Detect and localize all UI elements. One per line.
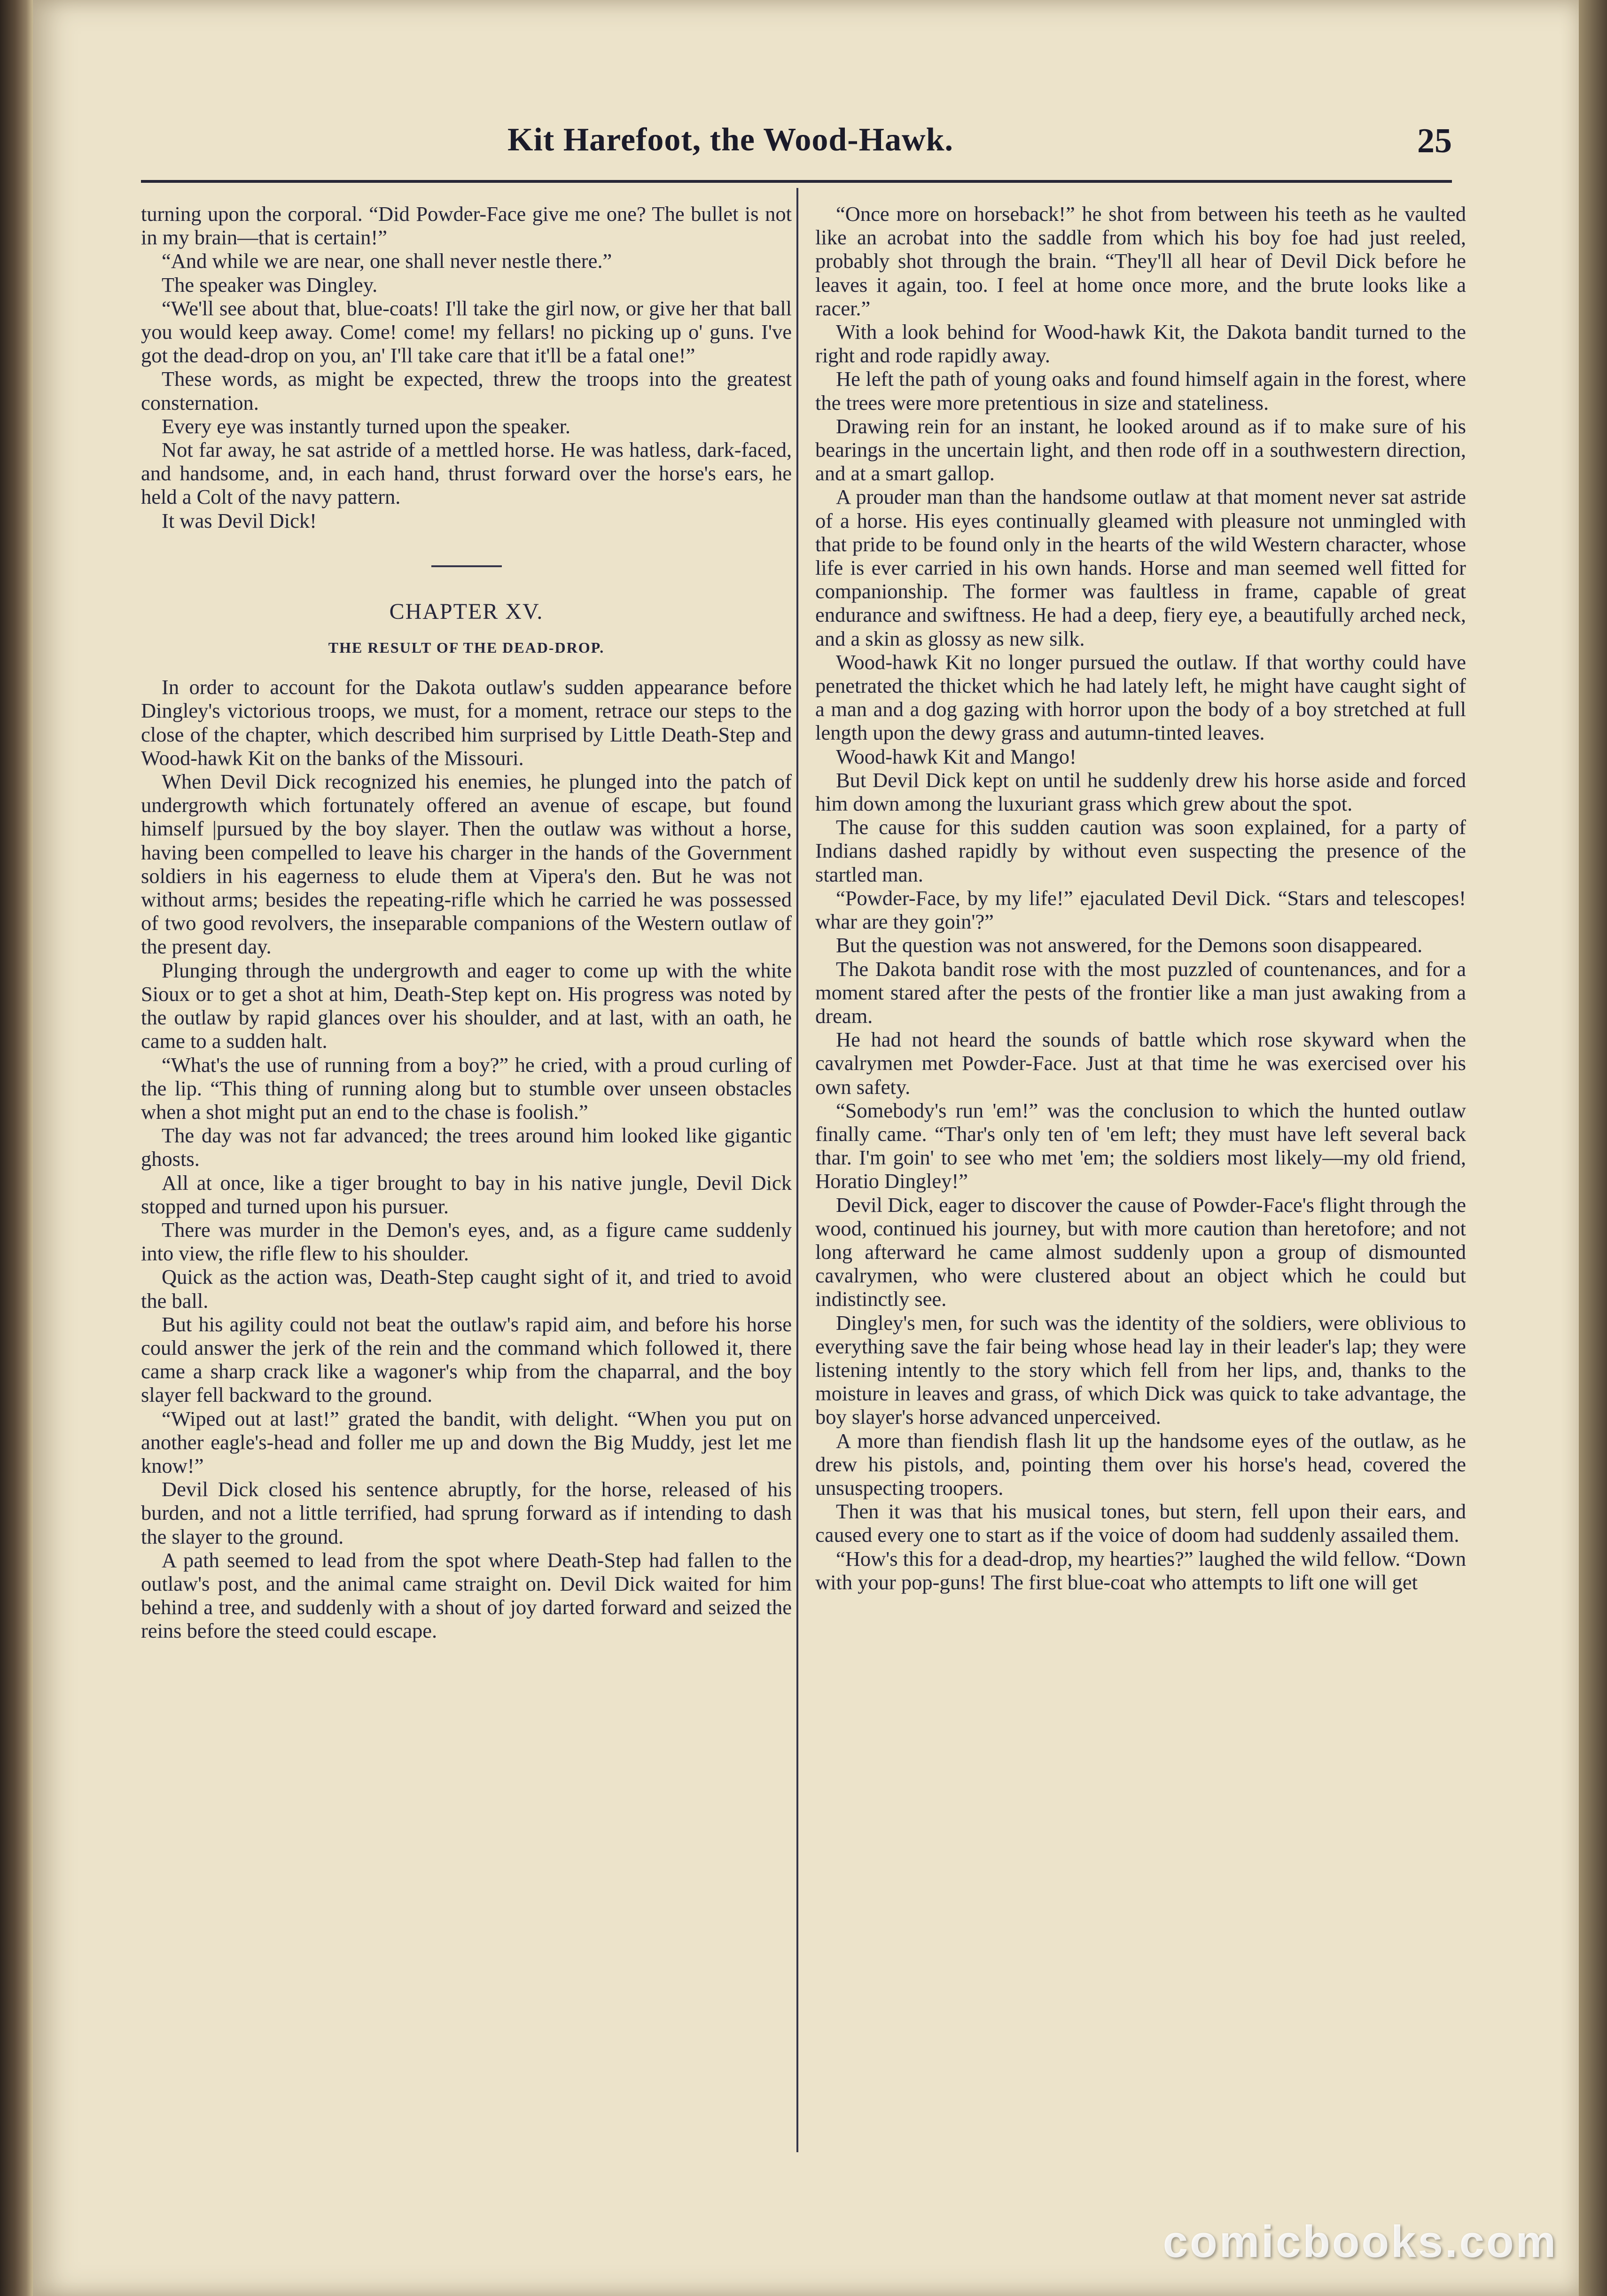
left-column [141, 202, 792, 2157]
paragraph: “How's this for a dead-drop, my hearties?” laughed the wild fellow. “Down with your pop-guns! The first blue-coat who attempts to lift one will get [815, 1546, 1466, 1594]
paragraph: Every eye was instantly turned upon the speaker. [162, 414, 570, 438]
paragraph: “What's the use of running from a boy?” he cried, with a proud curling of the lip. “This thing of running along but to stumble over unseen obstacles when a shot might put an end to the chase is foolish.” [141, 1053, 792, 1124]
right-column [815, 202, 1466, 2157]
paragraph: The cause for this sudden caution was soon explained, for a party of Indians dashed rapidly by without even suspecting the presence of the startled man. [815, 815, 1466, 886]
watermark: comicbooks.com [1162, 2217, 1558, 2267]
paragraph: Wood-hawk Kit no longer pursued the outlaw. If that worthy could have penetrated the thicket which he had lately left, he might have caught sight of a man and a dog gazing with horror upon the body of a boy stretched at full length upon the dewy grass and autumn-tinted leaves. [815, 650, 1466, 745]
paragraph: Not far away, he sat astride of a mettled horse. He was hatless, dark-faced, and handsome, and, in each hand, thrust forward over the horse's ears, he held a Colt of the navy pattern. [141, 438, 792, 509]
paragraph: “Once more on horseback!” he shot from between his teeth as he vaulted like an acrobat into the saddle from which his boy foe had just reeled, probably shot through the brain. “They'll all hear of Devil Dick before he leaves it again, too. I feel at home once more, and the brute looks like a racer.” [815, 202, 1466, 320]
paragraph: “Somebody's run 'em!” was the conclusion to which the hunted outlaw finally came. “Thar's only ten of 'em left; they must have left several back thar. I'm goin' to see who met 'em; the soldiers most likely—my old friend, Horatio Dingley!” [815, 1098, 1466, 1193]
paragraph: A prouder man than the handsome outlaw at that moment never sat astride of a horse. His eyes continually gleamed with pleasure not unmingled with that pride to be found only in the hearts of the wild Western character, whose life is ever carried in his own hands. Horse and man seemed well fitted for companionship. The former was faultless in frame, capable of great endurance and swiftness. He had a deep, fiery eye, a beautifully arched neck, and a skin as glossy as new silk. [815, 485, 1466, 650]
chapter-subtitle: THE RESULT OF THE DEAD-DROP. [328, 639, 605, 656]
paragraph: Devil Dick closed his sentence abruptly, for the horse, released of his burden, and not a little terrified, had sprung forward as if intending to dash the slayer to the ground. [141, 1477, 792, 1548]
page-number: 25 [1417, 122, 1452, 160]
paragraph: “And while we are near, one shall never nestle there.” [162, 249, 612, 273]
chapter-heading [141, 565, 792, 659]
column-divider [796, 188, 798, 2152]
binding-edge [0, 0, 33, 2296]
page-right-edge [1579, 0, 1607, 2296]
chapter-title: CHAPTER XV. [389, 599, 544, 624]
paragraph: When Devil Dick recognized his enemies, he plunged into the patch of undergrowth which fortunately offered an avenue of escape, but found himself |pursued by the boy slayer. Then the outlaw was without a horse, having been compelled to leave his charger in the hands of the Government soldiers in his eagerness to elude them at Vipera's den. But he was not without arms; besides the repeating-rifle which he carried he was possessed of two good revolvers, the inseparable companions of the Western outlaw of the present day. [141, 770, 792, 959]
paragraph: The speaker was Dingley. [162, 273, 378, 297]
paragraph: But Devil Dick kept on until he suddenly drew his horse aside and forced him down among the luxuriant grass which grew about the spot. [815, 768, 1466, 816]
running-title: Kit Harefoot, the Wood-Hawk. [507, 122, 954, 158]
section-divider [431, 565, 502, 567]
paragraph: The day was not far advanced; the trees around him looked like gigantic ghosts. [141, 1124, 792, 1171]
paragraph: In order to account for the Dakota outlaw's sudden appearance before Dingley's victorious troops, we must, for a moment, retrace our steps to the close of the chapter, which described him surprised by Little Death-Step and Wood-hawk Kit on the banks of the Missouri. [141, 675, 792, 770]
paragraph: “We'll see about that, blue-coats! I'll take the girl now, or give her that ball you would keep away. Come! come! my fellars! no picking up o' guns. I've got the dead-drop on you, an' I'll take care that it'll be a fatal one!” [141, 296, 792, 367]
paragraph: There was murder in the Demon's eyes, and, as a figure came suddenly into view, the rifle flew to his shoulder. [141, 1218, 792, 1265]
paragraph: Plunging through the undergrowth and eager to come up with the white Sioux or to get a shot at him, Death-Step kept on. His progress was noted by the outlaw by rapid glances over his shoulder, and at last, with an oath, he came to a sudden halt. [141, 958, 792, 1053]
paragraph: Then it was that his musical tones, but stern, fell upon their ears, and caused every one to start as if the voice of doom had suddenly assailed them. [815, 1499, 1466, 1547]
paragraph: These words, as might be expected, threw the troops into the greatest consternation. [141, 367, 792, 414]
paragraph: But his agility could not beat the outlaw's rapid aim, and before his horse could answer the jerk of the rein and the command which followed it, there came a sharp crack like a wagoner's whip from the chaparral, and the boy slayer fell backward to the ground. [141, 1312, 792, 1407]
paragraph: The Dakota bandit rose with the most puzzled of countenances, and for a moment stared after the pests of the frontier like a man just awaking from a dream. [815, 957, 1466, 1028]
paragraph: He left the path of young oaks and found himself again in the forest, where the trees were more pretentious in size and stateliness. [815, 367, 1466, 414]
paragraph: A path seemed to lead from the spot where Death-Step had fallen to the outlaw's post, and the animal came straight on. Devil Dick waited for him behind a tree, and suddenly with a shout of joy darted forward and seized the reins before the steed could escape. [141, 1548, 792, 1643]
paragraph: With a look behind for Wood-hawk Kit, the Dakota bandit turned to the right and rode rapidly away. [815, 320, 1466, 367]
paragraph: All at once, like a tiger brought to bay in his native jungle, Devil Dick stopped and turned upon his pursuer. [141, 1171, 792, 1218]
paragraph: Quick as the action was, Death-Step caught sight of it, and tried to avoid the ball. [141, 1265, 792, 1312]
paragraph: Drawing rein for an instant, he looked around as if to make sure of his bearings in the uncertain light, and then rode off in a southwestern direction, and at a smart gallop. [815, 414, 1466, 485]
paragraph: Dingley's men, for such was the identity of the soldiers, were oblivious to everything save the fair being whose head lay in their leader's lap; they were listening intently to the story which fell from her lips, and, thanks to the moisture in leaves and grass, of which Dick was quick to take advantage, the boy slayer's horse advanced unperceived. [815, 1311, 1466, 1429]
paragraph: But the question was not answered, for the Demons soon disappeared. [836, 933, 1423, 957]
paragraph: It was Devil Dick! [162, 508, 317, 532]
header-rule [141, 180, 1452, 183]
paragraph: “Wiped out at last!” grated the bandit, with delight. “When you put on another eagle's-head and foller me up and down the Big Muddy, jest let me know!” [141, 1406, 792, 1477]
paragraph: A more than fiendish flash lit up the handsome eyes of the outlaw, as he drew his pistols, and, pointing them over his horse's head, covered the unsuspecting troopers. [815, 1429, 1466, 1499]
paragraph: “Powder-Face, by my life!” ejaculated Devil Dick. “Stars and telescopes! whar are they goin'?” [815, 886, 1466, 934]
paragraph: He had not heard the sounds of battle which rose skyward when the cavalrymen met Powder-Face. Just at that time he was exercised over his own safety. [815, 1028, 1466, 1099]
paragraph: Devil Dick, eager to discover the cause of Powder-Face's flight through the wood, continued his journey, but with more caution than heretofore; and not long afterward he came almost suddenly upon a group of dismounted cavalrymen, who were clustered about an object which he could but indistinctly see. [815, 1193, 1466, 1311]
paragraph: turning upon the corporal. “Did Powder-Face give me one? The bullet is not in my brain—that is certain!” [141, 202, 792, 250]
page-header [141, 121, 1452, 173]
paragraph: Wood-hawk Kit and Mango! [836, 744, 1077, 768]
